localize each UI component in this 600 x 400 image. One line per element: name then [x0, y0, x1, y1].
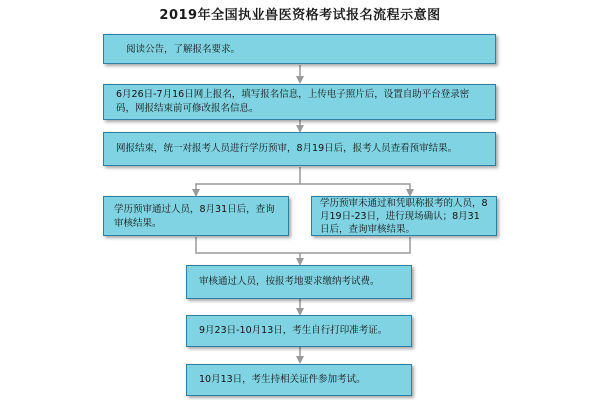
step-read-notice	[103, 34, 496, 64]
step-online-registration-text: 6月26日-7月16日网上报名，填写报名信息，上传电子照片后，设置自助平台登录密码，网报结束前可修改报名信息。	[116, 89, 470, 114]
step-pre-review-text: 网报结束，统一对报考人员进行学历预审，8月19日后，报考人员查看预审结果。	[116, 143, 458, 154]
step-exam	[186, 364, 412, 396]
branch-split	[196, 167, 300, 195]
page-title: 2019年全国执业兽医资格考试报名流程示意图	[159, 8, 441, 23]
step-pay-fee-text: 审核通过人员，按报考地要求缴纳考试费。	[199, 276, 380, 287]
step-read-notice-text: 阅读公告，了解报名要求。	[126, 44, 241, 55]
branch-merge-left	[196, 237, 300, 253]
step-print-ticket	[186, 315, 412, 347]
step-failed-pre-review-text: 学历预审未通过和凭职称报考的人员，8月19日-23日，进行现场确认；8月31日后，查询审核结果。	[320, 198, 488, 235]
step-exam-text: 10月13日，考生持相关证件参加考试。	[199, 374, 366, 385]
step-passed-pre-review	[103, 196, 289, 236]
step-pay-fee	[186, 265, 412, 299]
step-passed-pre-review-text: 学历预审通过人员，8月31日后，查询审核结果。	[114, 204, 275, 229]
step-online-registration	[103, 84, 496, 120]
step-print-ticket-text: 9月23日-10月13日，考生自行打印准考证。	[199, 325, 388, 336]
branch-merge-right	[300, 237, 410, 253]
branch-split-right	[300, 184, 410, 195]
step-pre-review	[103, 132, 496, 166]
step-failed-pre-review	[311, 196, 497, 236]
